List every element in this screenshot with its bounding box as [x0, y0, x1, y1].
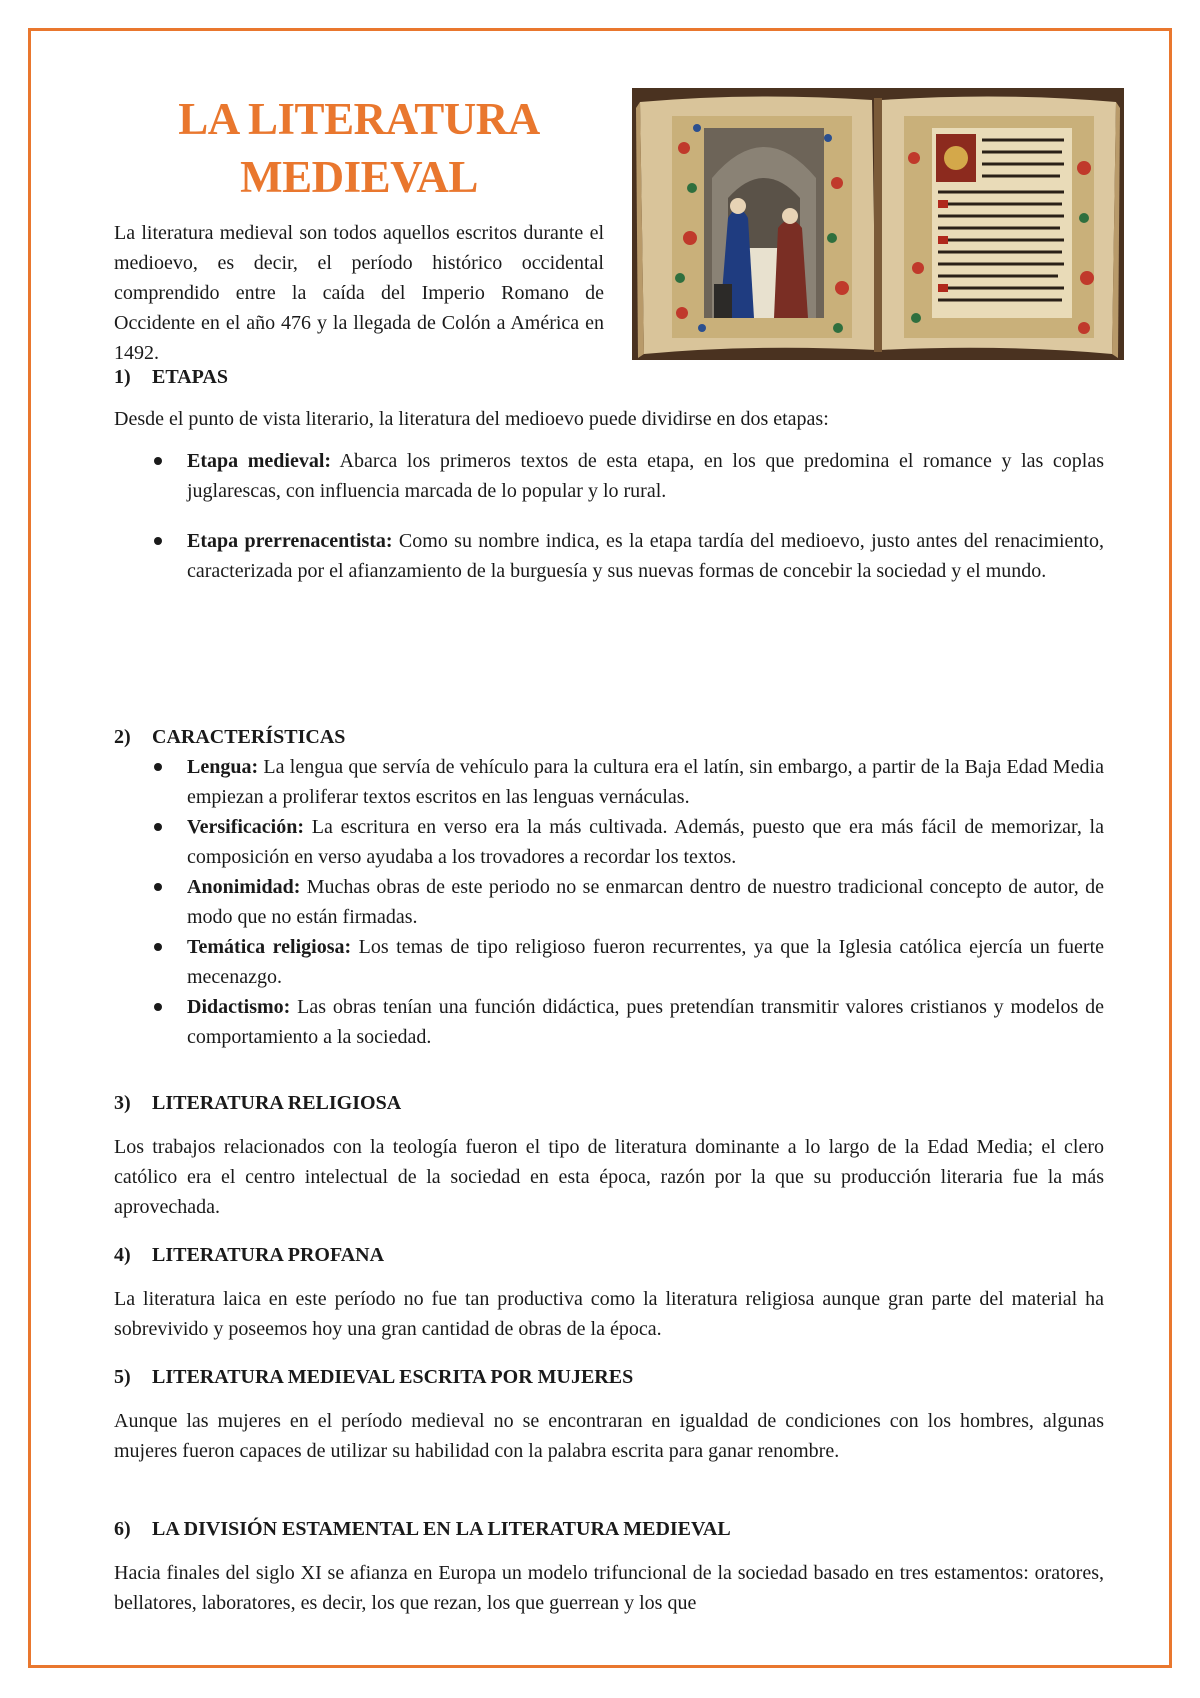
intro-paragraph: La literatura medieval son todos aquellos escritos durante el medioevo, es decir, el período histórico occidental comprendido entre la caída del Imperio Romano de Occidente en el año 476 y la llegada de Colón a América en 1492. — [114, 222, 604, 364]
list-item: Etapa prerrenacentista: Como su nombre indica, es la etapa tardía del medioevo, justo antes del renacimiento, caracterizada por el afianzamiento de la burguesía y sus nuevas formas de concebir la sociedad y el mundo. — [114, 526, 1104, 586]
section-heading: 2) CARACTERÍSTICAS — [114, 726, 346, 748]
section-heading: 5) LITERATURA MEDIEVAL ESCRITA POR MUJERES — [114, 1366, 634, 1388]
section-text: La literatura laica en este período no fue tan productiva como la literatura religiosa aunque gran parte del material ha sobrevivido y poseemos hoy una gran cantidad de obras de la época. — [114, 1288, 1104, 1340]
section-literatura-religiosa — [114, 1088, 1104, 1222]
section-caracteristicas — [114, 722, 1104, 1052]
bullet-icon — [154, 1003, 162, 1011]
bullet-icon — [154, 537, 162, 545]
section-heading: 6) LA DIVISIÓN ESTAMENTAL EN LA LITERATURA MEDIEVAL — [114, 1518, 731, 1540]
list-item: Temática religiosa: Los temas de tipo religioso fueron recurrentes, ya que la Iglesia católica ejercía un fuerte mecenazgo. — [114, 932, 1104, 992]
section-heading: 4) LITERATURA PROFANA — [114, 1244, 385, 1266]
bullet-icon — [154, 883, 162, 891]
section-text: Desde el punto de vista literario, la literatura del medioevo puede dividirse en dos etapas: — [114, 408, 829, 430]
section-heading: 1) ETAPAS — [114, 366, 228, 388]
section-division-estamental — [114, 1514, 1104, 1618]
caracteristicas-list — [114, 752, 1104, 1052]
section-text: Los trabajos relacionados con la teología fueron el tipo de literatura dominante a lo largo de la Edad Media; el clero católico era el centro intelectual de la sociedad en esta época, razón por la que su producción literaria fue la más aprovechada. — [114, 1136, 1104, 1218]
list-item: Lengua: La lengua que servía de vehículo para la cultura era el latín, sin embargo, a partir de la Baja Edad Media empiezan a proliferar textos escritos en las lenguas vernáculas. — [114, 752, 1104, 812]
list-item: Versificación: La escritura en verso era la más cultivada. Además, puesto que era más fácil de memorizar, la composición en verso ayudaba a los trovadores a recordar los textos. — [114, 812, 1104, 872]
bullet-icon — [154, 457, 162, 465]
list-item: Anonimidad: Muchas obras de este periodo no se enmarcan dentro de nuestro tradicional concepto de autor, de modo que no están firmadas. — [114, 872, 1104, 932]
section-text: Hacia finales del siglo XI se afianza en Europa un modelo trifuncional de la sociedad basado en tres estamentos: oratores, bellatores, laboratores, es decir, los que rezan, los que guerrean y los que — [114, 1562, 1104, 1614]
section-escrita-por-mujeres — [114, 1362, 1104, 1466]
section-text: Aunque las mujeres en el período medieval no se encontraran en igualdad de condiciones con los hombres, algunas mujeres fueron capaces de utilizar su habilidad con la palabra escrita para ganar renombre. — [114, 1410, 1104, 1462]
list-item: Etapa medieval: Abarca los primeros textos de esta etapa, en los que predomina el romance y las coplas juglarescas, con influencia marcada de lo popular y lo rural. — [114, 446, 1104, 506]
section-etapas — [114, 362, 1104, 586]
manuscript-image — [632, 88, 1124, 360]
section-literatura-profana — [114, 1240, 1104, 1344]
page-title: LA LITERATURA MEDIEVAL — [178, 94, 540, 202]
section-heading: 3) LITERATURA RELIGIOSA — [114, 1092, 402, 1114]
bullet-icon — [154, 763, 162, 771]
etapas-list — [114, 446, 1104, 586]
bullet-icon — [154, 943, 162, 951]
list-item: Didactismo: Las obras tenían una función didáctica, pues pretendían transmitir valores cristianos y modelos de comportamiento a la sociedad. — [114, 992, 1104, 1052]
bullet-icon — [154, 823, 162, 831]
